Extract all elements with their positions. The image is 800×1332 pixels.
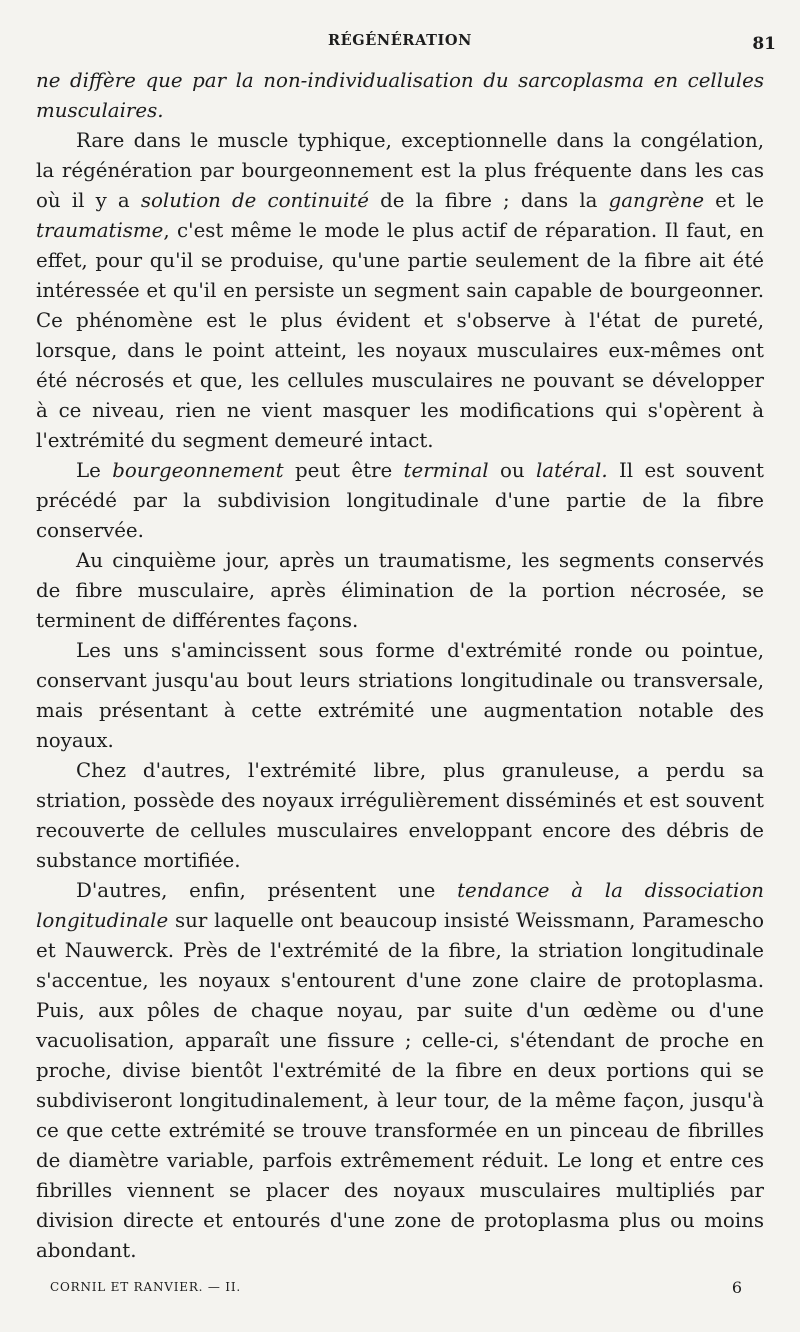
text-run: ou: [488, 459, 536, 482]
page-footer: [50, 1280, 750, 1304]
text-run: Rare dans le muscle typhique, exceptionnelle dans la congélation, la régénération par bourgeonnement est la plus fréquente dans les cas où il y a: [36, 129, 764, 212]
text-run: , c'est même le mode le plus actif de réparation. Il faut, en effet, pour qu'il se produise, qu'une partie seulement de la fibre ait été intéressée et qu'il en persiste un segment sain capable de bourgeonner. Ce phénomène est le plus évident et s'observe à l'état de pureté, lorsque, dans le point atteint, les noyaux musculaires eux-mêmes ont été nécrosés et que, les cellules musculaires ne pouvant se développer à ce niveau, rien ne vient masquer les modifications qui s'opèrent à l'extrémité du segment demeuré intact.: [36, 219, 764, 452]
book-page: [36, 28, 776, 1266]
running-title: RÉGÉNÉRATION: [327, 32, 472, 49]
italic-text-run: terminal: [403, 459, 489, 482]
paragraph-6: [36, 756, 764, 876]
running-header: [36, 28, 776, 62]
italic-text-run: tendance à la dissociation longitudinale: [36, 879, 764, 932]
italic-text-run: traumatisme: [36, 219, 164, 242]
paragraph-4: [36, 546, 764, 636]
text-run: D'autres, enfin, présentent une: [76, 879, 458, 902]
page-number: 81: [752, 34, 776, 54]
paragraph-5: [36, 636, 764, 756]
paragraph-3: [36, 456, 764, 546]
text-run: Chez d'autres, l'extrémité libre, plus granuleuse, a perdu sa striation, possède des noyaux irrégulièrement disséminés et est souvent recouverte de cellules musculaires enveloppant encore des débris de substance mortifiée.: [36, 759, 764, 872]
paragraph-7: [36, 876, 764, 1266]
text-run: Les uns s'amincissent sous forme d'extrémité ronde ou pointue, conservant jusqu'au bout leurs striations longitudinale ou transversale, mais présentant à cette extrémité une augmentation notable des noyaux.: [36, 639, 764, 752]
italic-text-run: solution de continuité: [140, 189, 369, 212]
signature-mark: 6: [731, 1278, 742, 1297]
text-run: Au cinquième jour, après un traumatisme, les segments conservés de fibre musculaire, après élimination de la portion nécrosée, se terminent de différentes façons.: [36, 549, 764, 632]
paragraph-2: [36, 126, 764, 456]
italic-text-run: bourgeonnement: [112, 459, 284, 482]
text-run: sur laquelle ont beaucoup insisté Weissmann, Paramescho et Nauwerck. Près de l'extrémité de la fibre, la striation longitudinale s'accentue, les noyaux s'entourent d'une zone claire de protoplasma. Puis, aux pôles de chaque noyau, par suite d'un œdème ou d'une vacuolisation, apparaît une fissure ; celle-ci, s'étendant de proche en proche, divise bientôt l'extrémité de la fibre en deux portions qui se subdiviseront longitudinalement, à leur tour, de la même façon, jusqu'à ce que cette extrémité se trouve transformée en un pinceau de fibrilles de diamètre variable, parfois extrêmement réduit. Le long et entre ces fibrilles viennent se placer des noyaux musculaires multipliés par division directe et entourés d'une zone de protoplasma plus ou moins abondant.: [36, 909, 764, 1262]
body-text: [36, 66, 764, 1266]
text-run: peut être: [283, 459, 404, 482]
text-run: et le: [704, 189, 765, 212]
footer-author-volume: CORNIL ET RANVIER. — II.: [50, 1280, 241, 1294]
italic-text-run: gangrène: [608, 189, 705, 212]
italic-text-run: ne diffère que par la non-individualisation du sarcoplasma en cellules musculaires.: [36, 69, 764, 122]
text-run: Le: [76, 459, 113, 482]
text-run: de la fibre ; dans la: [368, 189, 609, 212]
italic-text-run: latéral.: [535, 459, 608, 482]
text-run: Il est souvent précédé par la subdivision longitudinale d'une partie de la fibre conservée.: [36, 459, 764, 542]
paragraph-1: [36, 66, 764, 126]
